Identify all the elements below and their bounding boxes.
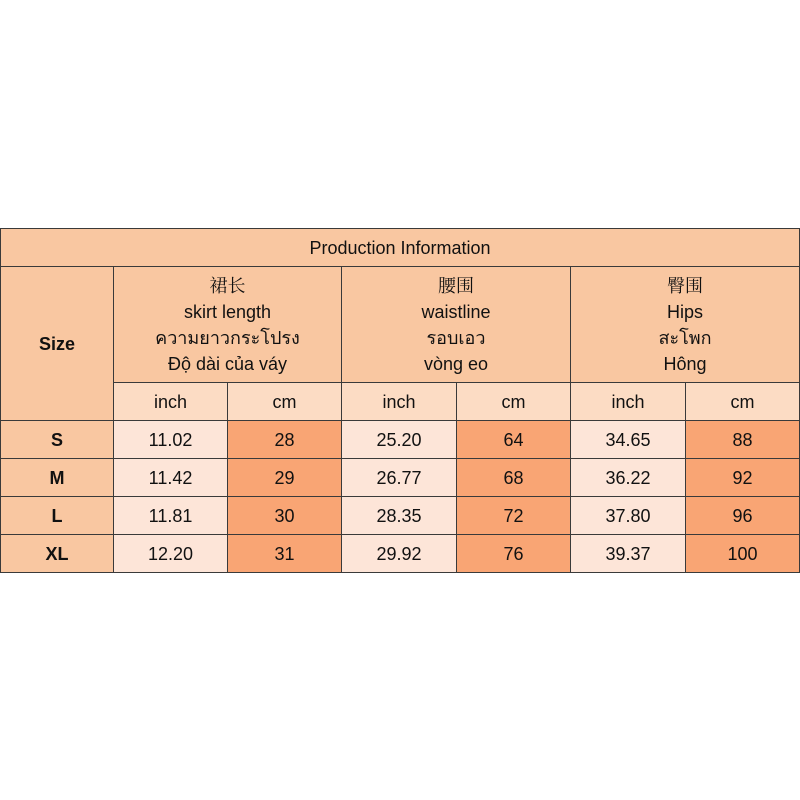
unit-header-inch: inch [571,383,686,421]
table-row [1,459,800,497]
hips-label-en: Hips [666,301,703,322]
value-cell: 37.80 [571,497,686,535]
table-row [1,497,800,535]
unit-header-cm: cm [228,383,342,421]
size-label: S [1,421,114,459]
value-cell: 88 [686,421,800,459]
value-cell: 12.20 [114,535,228,573]
table-row [1,535,800,573]
value-cell: 11.02 [114,421,228,459]
hips-label-th: สะโพก [658,327,712,348]
skirt-length-label-vi: Độ dài của váy [167,353,288,374]
value-cell: 28 [228,421,342,459]
skirt-length-label-th: ความยาวกระโปรง [155,327,300,348]
value-cell: 64 [457,421,571,459]
size-column-header: Size [1,267,114,421]
value-cell: 100 [686,535,800,573]
table-row [1,421,800,459]
hips-header [571,267,800,383]
unit-header-cm: cm [686,383,800,421]
value-cell: 68 [457,459,571,497]
value-cell: 29 [228,459,342,497]
waistline-header [342,267,571,383]
value-cell: 25.20 [342,421,457,459]
value-cell: 11.42 [114,459,228,497]
unit-header-inch: inch [114,383,228,421]
skirt-length-header [114,267,342,383]
value-cell: 72 [457,497,571,535]
size-chart-table [0,228,800,573]
value-cell: 34.65 [571,421,686,459]
size-label: M [1,459,114,497]
value-cell: 96 [686,497,800,535]
hips-label-zh: 臀围 [667,275,703,296]
value-cell: 26.77 [342,459,457,497]
waistline-label-en: waistline [421,301,491,322]
hips-label-vi: Hông [663,353,707,374]
value-cell: 31 [228,535,342,573]
waistline-label-vi: vòng eo [423,353,489,374]
value-cell: 30 [228,497,342,535]
table-title: Production Information [1,229,800,267]
skirt-length-label-zh: 裙长 [209,275,246,296]
unit-header-cm: cm [457,383,571,421]
value-cell: 28.35 [342,497,457,535]
value-cell: 29.92 [342,535,457,573]
value-cell: 11.81 [114,497,228,535]
unit-header-inch: inch [342,383,457,421]
value-cell: 39.37 [571,535,686,573]
value-cell: 36.22 [571,459,686,497]
size-label: XL [1,535,114,573]
value-cell: 76 [457,535,571,573]
value-cell: 92 [686,459,800,497]
waistline-label-zh: 腰围 [438,275,474,296]
skirt-length-label-en: skirt length [183,301,272,322]
size-label: L [1,497,114,535]
waistline-label-th: รอบเอว [426,327,486,348]
